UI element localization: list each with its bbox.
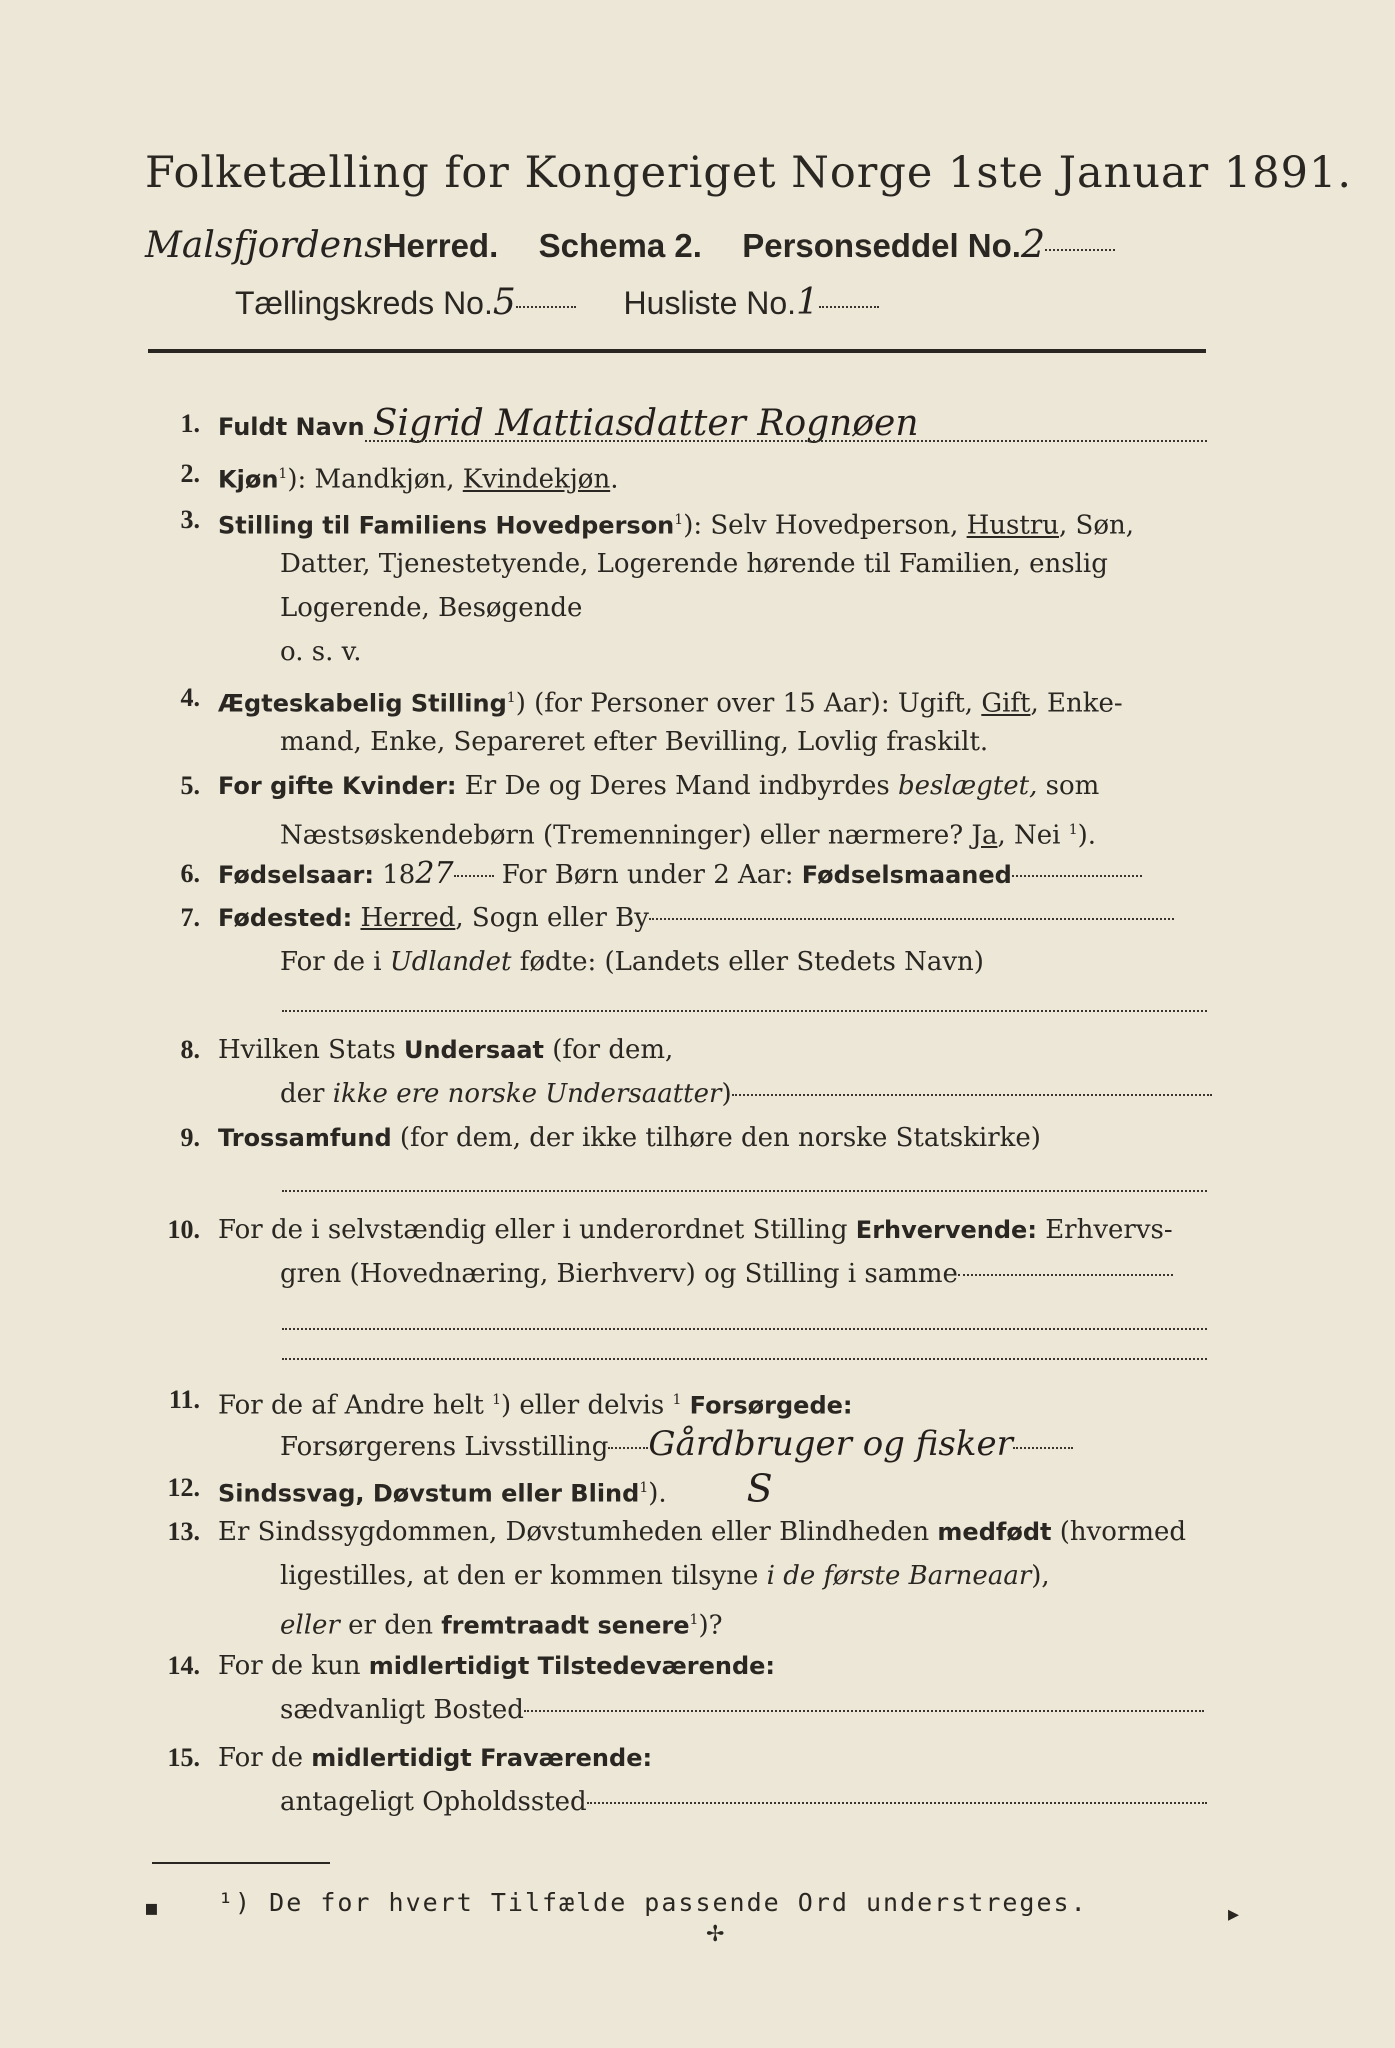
item-text (218, 1028, 1208, 1072)
option-text: , Nei (997, 820, 1069, 851)
dotted-fill (524, 1710, 1204, 1712)
selected-option: Ja (971, 820, 998, 851)
form-header-line (145, 222, 1225, 266)
item-text-part: (hvormed (1051, 1517, 1187, 1547)
dotted-fill (1045, 249, 1115, 251)
item-text-part: Forsørgerens Livsstilling (280, 1432, 609, 1462)
dotted-fill (1013, 1447, 1073, 1449)
item-text (280, 1780, 1270, 1824)
item-number: 4. (180, 683, 200, 712)
ink-spot: ▪ (144, 1896, 159, 1921)
item-text (218, 764, 1208, 808)
item-number: 2. (180, 459, 200, 488)
italic-text: ikke ere norske Undersaatter (332, 1079, 722, 1109)
dotted-fill (819, 306, 879, 308)
item-text (280, 1554, 1270, 1598)
item-text (280, 940, 1270, 984)
schema-label: Schema 2. (538, 227, 702, 264)
item-text-part: For de (218, 1743, 312, 1773)
selected-option: Herred (360, 903, 456, 933)
item-number: 1. (180, 409, 200, 438)
item-text: o. s. v. (280, 637, 362, 667)
field-label: For gifte Kvinder: (218, 772, 457, 800)
dotted-line (282, 1328, 1207, 1330)
item-number: 15. (167, 1743, 200, 1772)
ink-spot: ✢ (706, 1922, 725, 1947)
field-label: medfødt (937, 1518, 1052, 1546)
item-text (280, 1252, 1270, 1296)
item-number: 12. (167, 1473, 200, 1502)
footnote-ref: 1 (1068, 822, 1078, 838)
punctuation: ). (1077, 820, 1097, 851)
italic-text: Udlandet (389, 947, 512, 977)
dotted-fill (516, 306, 576, 308)
item-number: 11. (168, 1385, 200, 1414)
supporter-occupation-value: Gårdbruger og fisker (648, 1424, 1013, 1464)
item-text: mand, Enke, Separeret efter Bevilling, Lovlig fraskilt. (280, 727, 989, 757)
item-number: 5. (180, 771, 200, 800)
herred-label: Herred. (382, 227, 499, 264)
field-label: fremtraadt senere (441, 1611, 690, 1640)
item-text (218, 1644, 1208, 1688)
item-text-part: For de kun (218, 1651, 369, 1681)
dotted-fill (587, 1802, 1207, 1804)
item-text-part: Næstsøskendebørn (Tremenninger) eller nærmere? (280, 820, 972, 851)
option-text: , Sogn eller By (455, 903, 649, 933)
full-name-value: Sigrid Mattiasdatter Rognøen (372, 403, 919, 444)
personseddel-value: 2 (1020, 222, 1046, 266)
item-text: Logerende, Besøgende (280, 593, 583, 623)
ink-spot: ▸ (1228, 1902, 1240, 1927)
form-title: Folketælling for Kongeriget Norge 1ste Januar 1891. (145, 148, 1353, 198)
dotted-fill (732, 1094, 1212, 1096)
kreds-line (235, 282, 1135, 323)
item-number: 10. (167, 1215, 200, 1244)
italic-text: beslægtet, (898, 771, 1038, 801)
item-text (280, 1688, 1270, 1732)
option-text: , Søn, (1059, 510, 1135, 541)
item-text-part: For de i (280, 947, 390, 977)
item-text-part: ) (721, 1079, 732, 1109)
item-text-part: der (280, 1079, 333, 1109)
field-label: midlertidigt Tilstedeværende: (368, 1652, 776, 1680)
item-text (218, 1736, 1208, 1780)
dotted-fill (958, 1274, 1173, 1276)
item-text-part: ) eller delvis (500, 1390, 673, 1421)
option-text: ): Mandkjøn, (287, 464, 463, 495)
header-rule (148, 349, 1206, 353)
item-text (280, 1422, 1270, 1469)
personseddel-label: Personseddel No. (742, 227, 1021, 264)
field-label: Trossamfund (218, 1124, 392, 1152)
footnote-rule (152, 1862, 330, 1864)
item-text (218, 452, 1208, 502)
husliste-value: 1 (796, 282, 819, 323)
italic-text: i de første Barneaar (766, 1561, 1032, 1591)
field-label: Fødested: (218, 904, 353, 932)
item-text (218, 896, 1208, 940)
item-number: 14. (167, 1651, 200, 1680)
footnote-ref: 1 (639, 1480, 649, 1496)
footnote-ref: 1 (674, 512, 684, 528)
husliste-label: Husliste No. (623, 285, 797, 321)
item-text-part: For de i selvstændig eller i underordnet Stilling (218, 1215, 856, 1245)
item-text (218, 1466, 1208, 1516)
item-text-part: er den (339, 1610, 442, 1641)
item-text-part: For Børn under 2 Aar: (493, 860, 802, 890)
footnote-ref: 1 (689, 1612, 699, 1628)
item-text (218, 676, 1208, 726)
item-number: 13. (167, 1517, 200, 1546)
item-number: 3. (180, 505, 200, 534)
selected-option: Gift (981, 688, 1031, 719)
item-text (218, 1116, 1208, 1160)
item-text-part: ligestilles, at den er kommen tilsyne (280, 1561, 767, 1591)
footnote (218, 1888, 1178, 1917)
item-number: 9. (180, 1123, 200, 1152)
kreds-value: 5 (492, 282, 516, 323)
year-prefix: 18 (382, 860, 416, 890)
kreds-label: Tællingskreds No. (235, 285, 493, 321)
item-text-part: (for dem, (543, 1035, 674, 1065)
field-label: Fuldt Navn (218, 413, 365, 441)
item-text (218, 498, 1208, 548)
field-label: Fødselsmaaned (801, 861, 1012, 889)
option-text: ) (for Personer over 15 Aar): Ugift, (515, 688, 982, 719)
field-label: Fødselsaar: (218, 861, 374, 889)
item-text-part: (for dem, der ikke tilhøre den norske Statskirke) (391, 1123, 1041, 1153)
item-text (280, 1072, 1270, 1116)
item-text-part: som (1037, 771, 1100, 801)
dotted-fill (608, 1447, 648, 1449)
item-text-part: For de af Andre helt (218, 1390, 493, 1421)
field-label: Erhvervende: (855, 1216, 1037, 1244)
item-text-part: sædvanligt Bosted (280, 1695, 524, 1725)
selected-option: Hustru (966, 510, 1060, 541)
item-text-part: Erhvervs- (1036, 1215, 1173, 1245)
item-text-part: ), (1031, 1561, 1050, 1591)
item-text-part: Er Sindssygdommen, Døvstumheden eller Blindheden (218, 1517, 938, 1547)
footnote-mark: ¹) (218, 1888, 253, 1917)
field-label: Kjøn (218, 465, 279, 494)
field-label: Forsørgede: (689, 1391, 853, 1420)
birth-year-value: 27 (415, 856, 454, 891)
item-text (218, 1378, 1208, 1428)
item-text: Datter, Tjenestetyende, Logerende hørende til Familien, enslig (280, 549, 1108, 579)
item-text-part: antageligt Opholdssted (280, 1787, 587, 1817)
item-text (218, 1208, 1208, 1252)
condition-mark-value: S (746, 1466, 773, 1511)
field-label: Sindssvag, Døvstum eller Blind (218, 1479, 640, 1508)
option-text: , Enke- (1030, 688, 1123, 719)
item-text-part: Er De og Deres Mand indbyrdes (456, 771, 899, 801)
footnote-ref: 1 (506, 690, 516, 706)
footnote-ref: 1 (492, 1392, 501, 1408)
field-label: Ægteskabelig Stilling (218, 689, 507, 718)
footnote-text: De for hvert Tilfælde passende Ord understreges. (269, 1888, 1088, 1917)
punctuation: . (610, 464, 619, 495)
item-number: 6. (180, 859, 200, 888)
dotted-line (282, 1190, 1207, 1192)
item-number: 7. (180, 903, 200, 932)
item-text (280, 1598, 1270, 1648)
field-label: Undersaat (403, 1036, 544, 1064)
item-text-part: Hvilken Stats (218, 1035, 404, 1065)
selected-option: Kvindekjøn (462, 464, 611, 495)
dotted-fill (649, 918, 1174, 920)
dotted-line (365, 440, 1207, 442)
field-label: Stilling til Familiens Hovedperson (218, 511, 675, 540)
italic-text: eller (280, 1610, 340, 1641)
dotted-line (282, 1358, 1207, 1360)
herred-value: Malsfjordens (145, 225, 383, 266)
footnote-ref: 1 (672, 1392, 682, 1408)
item-number: 8. (180, 1035, 200, 1064)
dotted-line (282, 1010, 1207, 1012)
item-text (218, 852, 1208, 897)
item-text-part: gren (Hovednæring, Bierhverv) og Stilling i samme (280, 1259, 958, 1289)
footnote-ref: 1 (278, 466, 288, 482)
item-text-part: fødte: (Landets eller Stedets Navn) (511, 947, 984, 977)
dotted-fill (1012, 875, 1142, 877)
punctuation: ). (648, 1478, 667, 1509)
item-text (218, 1510, 1208, 1554)
dotted-fill (454, 875, 494, 877)
item-text (280, 808, 1270, 858)
field-label: midlertidigt Fraværende: (311, 1744, 653, 1772)
option-text: ): Selv Hovedperson, (683, 510, 967, 541)
punctuation: )? (698, 1610, 723, 1641)
